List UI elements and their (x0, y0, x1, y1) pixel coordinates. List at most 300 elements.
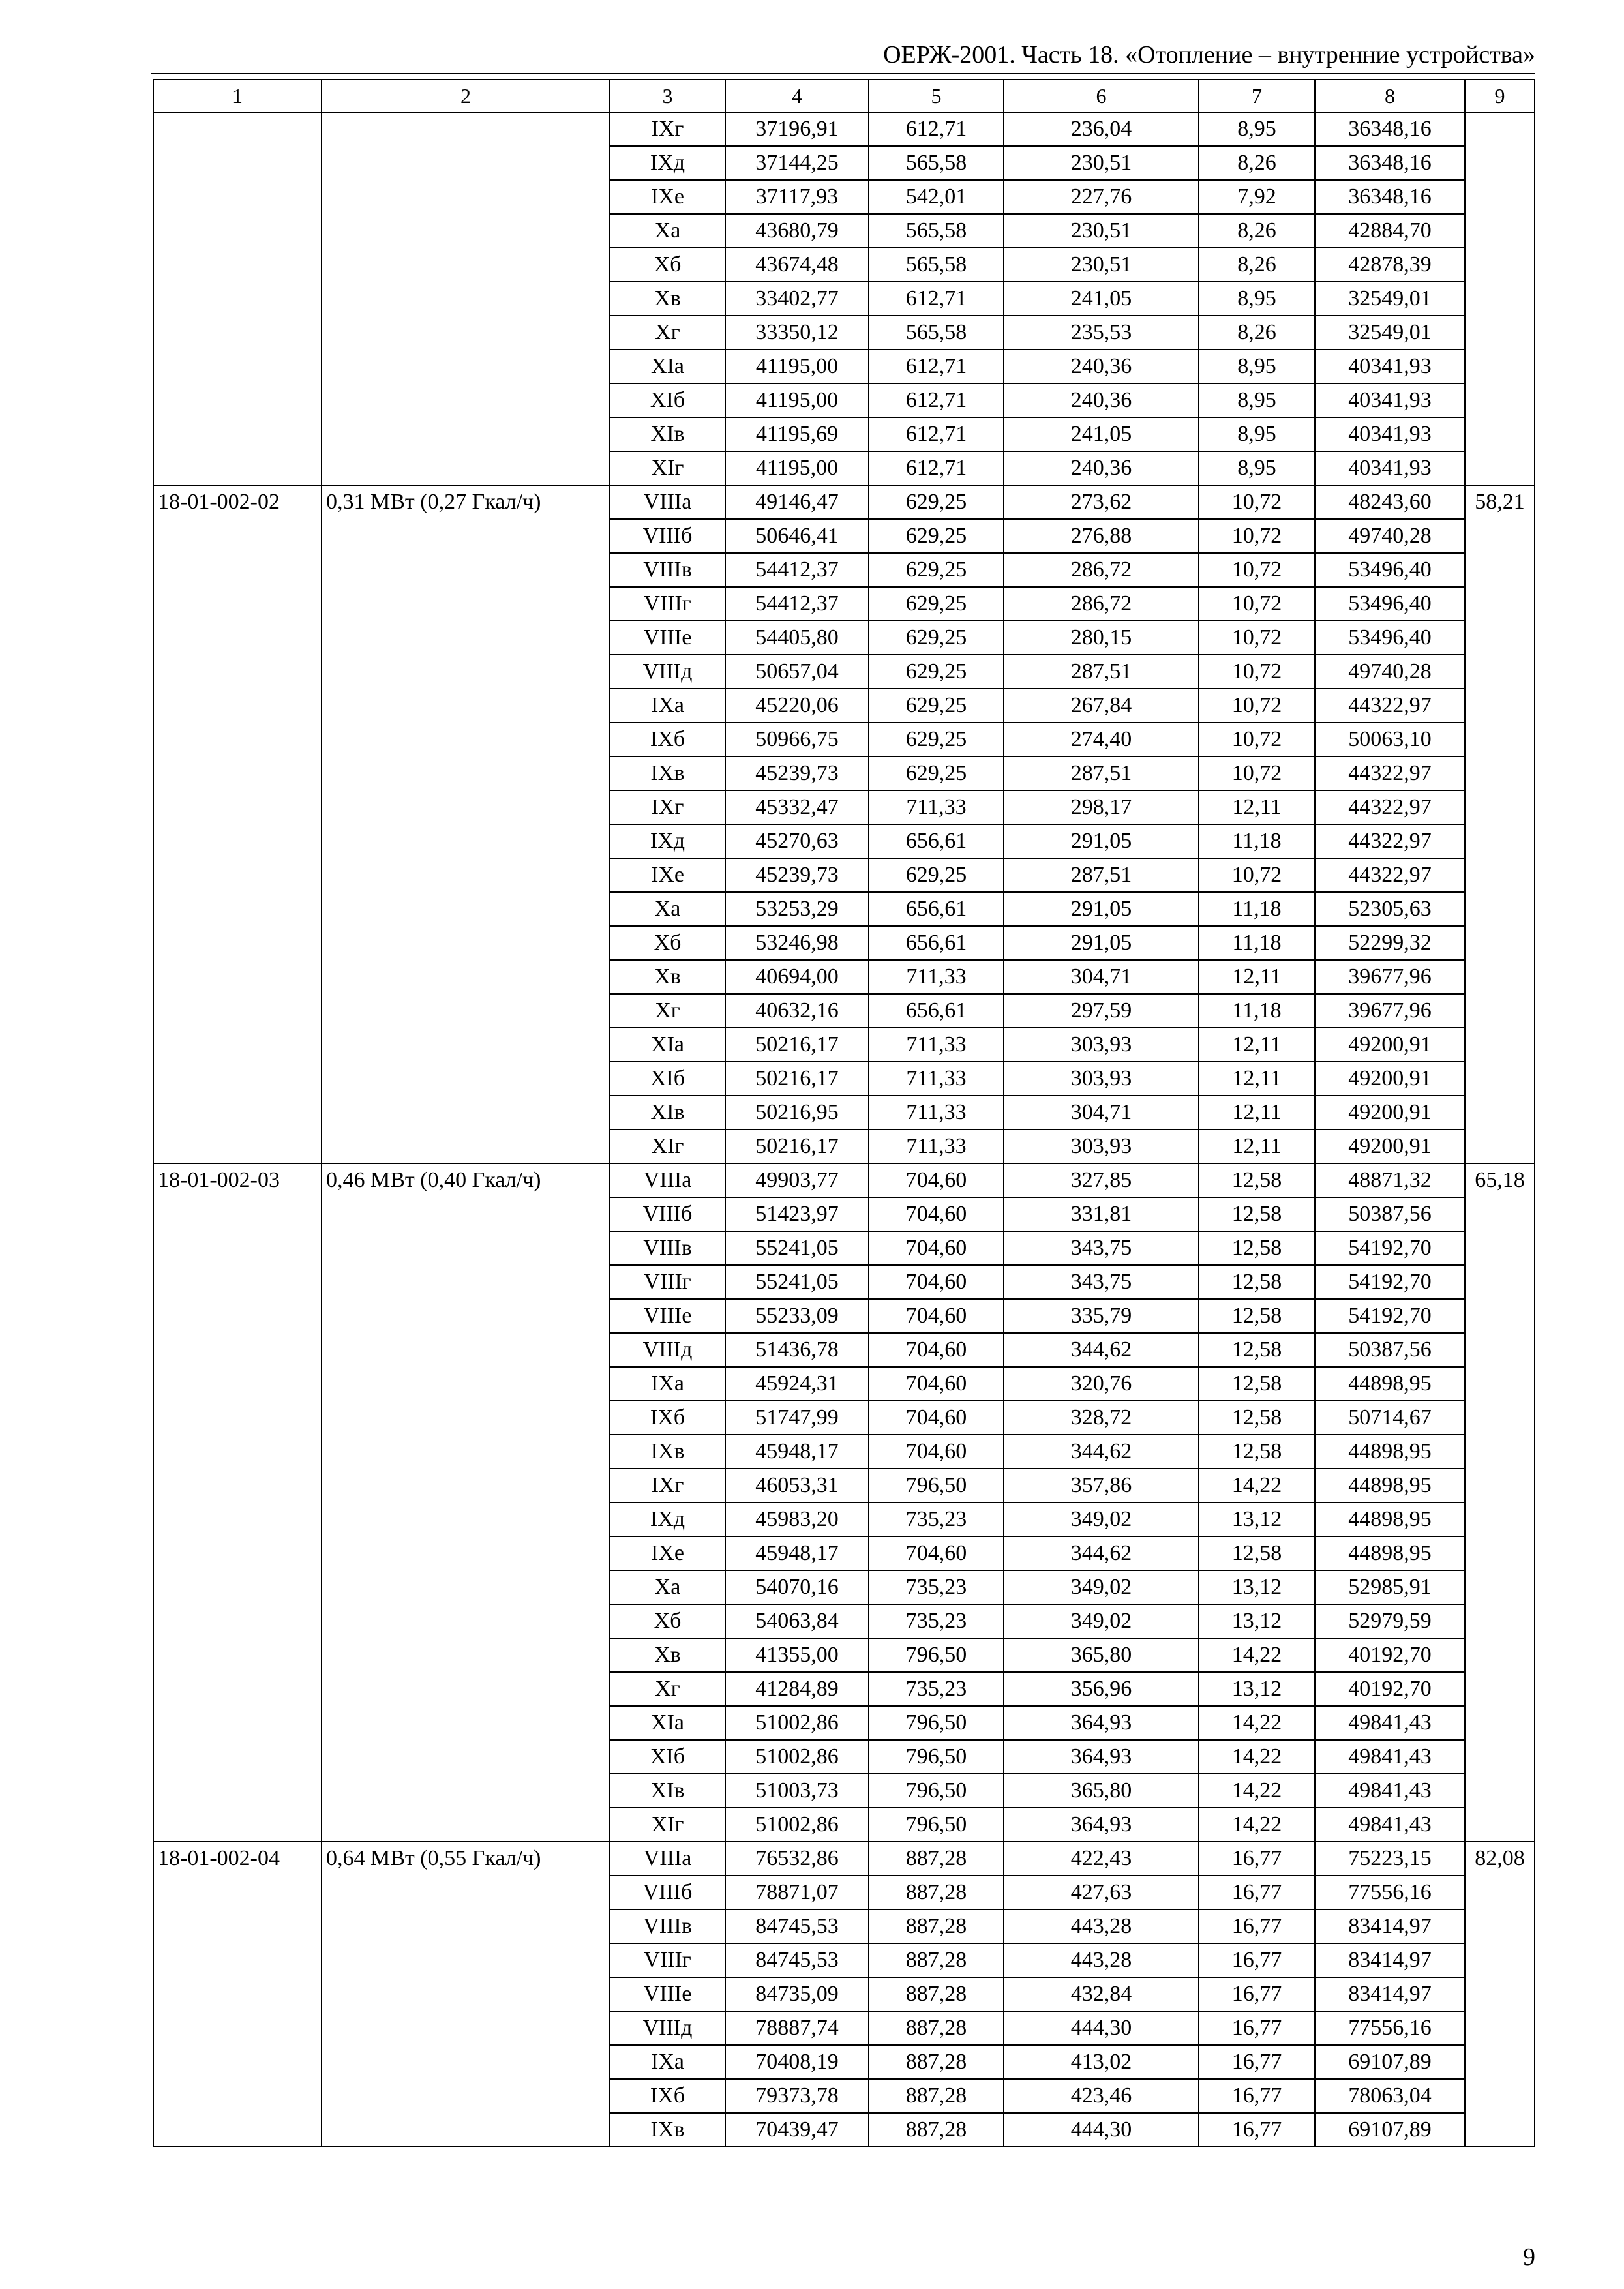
value-cell: 53246,98 (725, 926, 869, 960)
value-cell: 69107,89 (1315, 2045, 1465, 2079)
value-cell: 53496,40 (1315, 621, 1465, 655)
value-cell: 54192,70 (1315, 1299, 1465, 1333)
column-number: 3 (610, 80, 725, 112)
value-cell: 612,71 (869, 112, 1004, 146)
value-cell: 704,60 (869, 1299, 1004, 1333)
value-cell: 52299,32 (1315, 926, 1465, 960)
value-cell: 565,58 (869, 146, 1004, 180)
value-cell: 40341,93 (1315, 417, 1465, 451)
value-cell: 14,22 (1199, 1740, 1315, 1774)
value-cell: 230,51 (1004, 214, 1199, 248)
value-cell: 887,28 (869, 2045, 1004, 2079)
value-cell: 704,60 (869, 1367, 1004, 1401)
value-cell: 36348,16 (1315, 180, 1465, 214)
value-cell: 32549,01 (1315, 316, 1465, 350)
value-cell: 53496,40 (1315, 587, 1465, 621)
value-cell: 267,84 (1004, 689, 1199, 723)
variant-cell: VIIIа (610, 485, 725, 519)
value-cell: 52305,63 (1315, 892, 1465, 926)
variant-cell: VIIIб (610, 519, 725, 553)
value-cell: 45332,47 (725, 790, 869, 824)
variant-cell: VIIIв (610, 553, 725, 587)
value-cell: 33402,77 (725, 282, 869, 316)
labor-cost-cell (1465, 112, 1535, 485)
value-cell: 241,05 (1004, 282, 1199, 316)
value-cell: 12,58 (1199, 1299, 1315, 1333)
value-cell: 287,51 (1004, 858, 1199, 892)
variant-cell: XIв (610, 417, 725, 451)
value-cell: 40694,00 (725, 960, 869, 994)
variant-cell: IXе (610, 858, 725, 892)
value-cell: 273,62 (1004, 485, 1199, 519)
variant-cell: VIIIб (610, 1197, 725, 1231)
value-cell: 40192,70 (1315, 1638, 1465, 1672)
value-cell: 365,80 (1004, 1774, 1199, 1808)
value-cell: 83414,97 (1315, 1909, 1465, 1943)
value-cell: 711,33 (869, 1028, 1004, 1062)
value-cell: 10,72 (1199, 858, 1315, 892)
value-cell: 887,28 (869, 2079, 1004, 2113)
value-cell: 70439,47 (725, 2113, 869, 2147)
value-cell: 656,61 (869, 926, 1004, 960)
value-cell: 887,28 (869, 1876, 1004, 1909)
value-cell: 8,95 (1199, 112, 1315, 146)
value-cell: 349,02 (1004, 1570, 1199, 1604)
value-cell: 735,23 (869, 1570, 1004, 1604)
table-body (153, 80, 1535, 2147)
value-cell: 629,25 (869, 858, 1004, 892)
value-cell: 280,15 (1004, 621, 1199, 655)
value-cell: 40192,70 (1315, 1672, 1465, 1706)
variant-cell: IXб (610, 1401, 725, 1435)
column-number: 6 (1004, 80, 1199, 112)
value-cell: 796,50 (869, 1469, 1004, 1503)
value-cell: 704,60 (869, 1231, 1004, 1265)
value-cell: 13,12 (1199, 1503, 1315, 1536)
value-cell: 704,60 (869, 1197, 1004, 1231)
value-cell: 8,26 (1199, 316, 1315, 350)
value-cell: 51002,86 (725, 1808, 869, 1842)
value-cell: 12,11 (1199, 1096, 1315, 1130)
value-cell: 49841,43 (1315, 1808, 1465, 1842)
value-cell: 230,51 (1004, 248, 1199, 282)
variant-cell: XIа (610, 1706, 725, 1740)
value-cell: 286,72 (1004, 553, 1199, 587)
variant-cell: VIIIг (610, 1265, 725, 1299)
value-cell: 656,61 (869, 824, 1004, 858)
value-cell: 44898,95 (1315, 1503, 1465, 1536)
value-cell: 735,23 (869, 1672, 1004, 1706)
value-cell: 328,72 (1004, 1401, 1199, 1435)
value-cell: 32549,01 (1315, 282, 1465, 316)
value-cell: 287,51 (1004, 756, 1199, 790)
value-cell: 12,11 (1199, 1062, 1315, 1096)
value-cell: 364,93 (1004, 1808, 1199, 1842)
value-cell: 41284,89 (725, 1672, 869, 1706)
value-cell: 13,12 (1199, 1604, 1315, 1638)
variant-cell: Xа (610, 892, 725, 926)
value-cell: 711,33 (869, 790, 1004, 824)
value-cell: 49200,91 (1315, 1028, 1465, 1062)
value-cell: 12,58 (1199, 1197, 1315, 1231)
value-cell: 49200,91 (1315, 1096, 1465, 1130)
value-cell: 8,95 (1199, 282, 1315, 316)
value-cell: 43680,79 (725, 214, 869, 248)
value-cell: 37117,93 (725, 180, 869, 214)
value-cell: 796,50 (869, 1638, 1004, 1672)
rate-code-cell: 18-01-002-04 (153, 1842, 322, 2147)
value-cell: 51747,99 (725, 1401, 869, 1435)
value-cell: 50646,41 (725, 519, 869, 553)
variant-cell: XIб (610, 1740, 725, 1774)
value-cell: 629,25 (869, 553, 1004, 587)
value-cell: 42878,39 (1315, 248, 1465, 282)
value-cell: 76532,86 (725, 1842, 869, 1876)
value-cell: 49200,91 (1315, 1062, 1465, 1096)
value-cell: 51423,97 (725, 1197, 869, 1231)
value-cell: 11,18 (1199, 926, 1315, 960)
labor-cost-cell: 82,08 (1465, 1842, 1535, 2147)
value-cell: 84745,53 (725, 1909, 869, 1943)
value-cell: 711,33 (869, 1062, 1004, 1096)
value-cell: 16,77 (1199, 2113, 1315, 2147)
value-cell: 711,33 (869, 1130, 1004, 1163)
value-cell: 704,60 (869, 1401, 1004, 1435)
value-cell: 327,85 (1004, 1163, 1199, 1197)
value-cell: 711,33 (869, 960, 1004, 994)
value-cell: 629,25 (869, 485, 1004, 519)
value-cell: 365,80 (1004, 1638, 1199, 1672)
value-cell: 286,72 (1004, 587, 1199, 621)
value-cell: 79373,78 (725, 2079, 869, 2113)
value-cell: 704,60 (869, 1163, 1004, 1197)
variant-cell: IXг (610, 790, 725, 824)
value-cell: 16,77 (1199, 1876, 1315, 1909)
variant-cell: IXг (610, 112, 725, 146)
value-cell: 16,77 (1199, 2011, 1315, 2045)
value-cell: 45983,20 (725, 1503, 869, 1536)
value-cell: 8,95 (1199, 350, 1315, 383)
value-cell: 69107,89 (1315, 2113, 1465, 2147)
value-cell: 51436,78 (725, 1333, 869, 1367)
value-cell: 77556,16 (1315, 1876, 1465, 1909)
value-cell: 432,84 (1004, 1977, 1199, 2011)
value-cell: 54412,37 (725, 553, 869, 587)
value-cell: 291,05 (1004, 926, 1199, 960)
value-cell: 629,25 (869, 723, 1004, 756)
variant-cell: VIIIв (610, 1231, 725, 1265)
variant-cell: IXа (610, 689, 725, 723)
variant-cell: Xб (610, 926, 725, 960)
value-cell: 704,60 (869, 1435, 1004, 1469)
capacity-cell: 0,31 МВт (0,27 Гкал/ч) (322, 485, 610, 1163)
value-cell: 656,61 (869, 892, 1004, 926)
value-cell: 54192,70 (1315, 1265, 1465, 1299)
table-row (153, 1163, 1535, 1197)
variant-cell: XIв (610, 1096, 725, 1130)
value-cell: 13,12 (1199, 1672, 1315, 1706)
value-cell: 349,02 (1004, 1604, 1199, 1638)
value-cell: 291,05 (1004, 824, 1199, 858)
value-cell: 422,43 (1004, 1842, 1199, 1876)
value-cell: 50063,10 (1315, 723, 1465, 756)
value-cell: 796,50 (869, 1774, 1004, 1808)
value-cell: 50966,75 (725, 723, 869, 756)
value-cell: 8,95 (1199, 383, 1315, 417)
value-cell: 10,72 (1199, 723, 1315, 756)
value-cell: 344,62 (1004, 1536, 1199, 1570)
value-cell: 8,26 (1199, 214, 1315, 248)
value-cell: 44322,97 (1315, 689, 1465, 723)
value-cell: 70408,19 (725, 2045, 869, 2079)
value-cell: 16,77 (1199, 2079, 1315, 2113)
value-cell: 887,28 (869, 2113, 1004, 2147)
value-cell: 52979,59 (1315, 1604, 1465, 1638)
value-cell: 40341,93 (1315, 350, 1465, 383)
value-cell: 303,93 (1004, 1130, 1199, 1163)
value-cell: 364,93 (1004, 1706, 1199, 1740)
value-cell: 11,18 (1199, 824, 1315, 858)
value-cell: 444,30 (1004, 2011, 1199, 2045)
header-rule (151, 73, 1535, 74)
value-cell: 36348,16 (1315, 112, 1465, 146)
labor-cost-cell: 58,21 (1465, 485, 1535, 1163)
rates-table (153, 79, 1535, 2147)
value-cell: 37196,91 (725, 112, 869, 146)
value-cell: 629,25 (869, 587, 1004, 621)
value-cell: 304,71 (1004, 960, 1199, 994)
page-header: ОЕРЖ-2001. Часть 18. «Отопление – внутренние устройства» (883, 41, 1535, 68)
column-number: 2 (322, 80, 610, 112)
value-cell: 12,58 (1199, 1536, 1315, 1570)
value-cell: 54063,84 (725, 1604, 869, 1638)
value-cell: 78063,04 (1315, 2079, 1465, 2113)
value-cell: 49841,43 (1315, 1774, 1465, 1808)
variant-cell: IXв (610, 1435, 725, 1469)
value-cell: 12,11 (1199, 960, 1315, 994)
value-cell: 14,22 (1199, 1808, 1315, 1842)
value-cell: 11,18 (1199, 994, 1315, 1028)
value-cell: 704,60 (869, 1333, 1004, 1367)
value-cell: 656,61 (869, 994, 1004, 1028)
value-cell: 41195,69 (725, 417, 869, 451)
variant-cell: VIIIе (610, 1977, 725, 2011)
variant-cell: XIг (610, 451, 725, 485)
value-cell: 887,28 (869, 2011, 1004, 2045)
rate-code-cell: 18-01-002-02 (153, 485, 322, 1163)
value-cell: 16,77 (1199, 1943, 1315, 1977)
value-cell: 49841,43 (1315, 1740, 1465, 1774)
value-cell: 77556,16 (1315, 2011, 1465, 2045)
value-cell: 84735,09 (725, 1977, 869, 2011)
value-cell: 8,95 (1199, 417, 1315, 451)
value-cell: 12,58 (1199, 1333, 1315, 1367)
value-cell: 343,75 (1004, 1265, 1199, 1299)
column-number: 9 (1465, 80, 1535, 112)
value-cell: 50714,67 (1315, 1401, 1465, 1435)
variant-cell: IXа (610, 1367, 725, 1401)
value-cell: 629,25 (869, 689, 1004, 723)
value-cell: 629,25 (869, 756, 1004, 790)
variant-cell: IXв (610, 756, 725, 790)
variant-cell: Xа (610, 214, 725, 248)
value-cell: 287,51 (1004, 655, 1199, 689)
variant-cell: Xг (610, 316, 725, 350)
variant-cell: VIIIе (610, 1299, 725, 1333)
value-cell: 54412,37 (725, 587, 869, 621)
value-cell: 542,01 (869, 180, 1004, 214)
value-cell: 10,72 (1199, 655, 1315, 689)
value-cell: 10,72 (1199, 756, 1315, 790)
value-cell: 36348,16 (1315, 146, 1465, 180)
labor-cost-cell: 65,18 (1465, 1163, 1535, 1842)
variant-cell: Xг (610, 1672, 725, 1706)
value-cell: 78871,07 (725, 1876, 869, 1909)
value-cell: 75223,15 (1315, 1842, 1465, 1876)
value-cell: 43674,48 (725, 248, 869, 282)
value-cell: 54405,80 (725, 621, 869, 655)
value-cell: 45948,17 (725, 1435, 869, 1469)
value-cell: 12,11 (1199, 1130, 1315, 1163)
value-cell: 12,11 (1199, 790, 1315, 824)
capacity-cell: 0,64 МВт (0,55 Гкал/ч) (322, 1842, 610, 2147)
value-cell: 84745,53 (725, 1943, 869, 1977)
variant-cell: Xг (610, 994, 725, 1028)
variant-cell: XIг (610, 1808, 725, 1842)
value-cell: 796,50 (869, 1740, 1004, 1774)
value-cell: 40341,93 (1315, 383, 1465, 417)
value-cell: 320,76 (1004, 1367, 1199, 1401)
value-cell: 14,22 (1199, 1774, 1315, 1808)
variant-cell: VIIIа (610, 1163, 725, 1197)
variant-cell: Xв (610, 960, 725, 994)
column-number: 5 (869, 80, 1004, 112)
value-cell: 11,18 (1199, 892, 1315, 926)
value-cell: 49200,91 (1315, 1130, 1465, 1163)
page-number: 9 (1523, 2243, 1535, 2271)
value-cell: 887,28 (869, 1977, 1004, 2011)
value-cell: 50216,17 (725, 1130, 869, 1163)
value-cell: 230,51 (1004, 146, 1199, 180)
value-cell: 45239,73 (725, 858, 869, 892)
value-cell: 44322,97 (1315, 756, 1465, 790)
value-cell: 565,58 (869, 316, 1004, 350)
value-cell: 443,28 (1004, 1943, 1199, 1977)
variant-cell: VIIIд (610, 2011, 725, 2045)
value-cell: 44898,95 (1315, 1469, 1465, 1503)
value-cell: 12,58 (1199, 1401, 1315, 1435)
rate-code-cell: 18-01-002-03 (153, 1163, 322, 1842)
value-cell: 344,62 (1004, 1333, 1199, 1367)
variant-cell: IXб (610, 2079, 725, 2113)
value-cell: 50216,17 (725, 1062, 869, 1096)
value-cell: 335,79 (1004, 1299, 1199, 1333)
value-cell: 796,50 (869, 1808, 1004, 1842)
table-row (153, 112, 1535, 146)
value-cell: 10,72 (1199, 621, 1315, 655)
variant-cell: VIIIв (610, 1909, 725, 1943)
value-cell: 735,23 (869, 1503, 1004, 1536)
value-cell: 274,40 (1004, 723, 1199, 756)
value-cell: 51003,73 (725, 1774, 869, 1808)
value-cell: 349,02 (1004, 1503, 1199, 1536)
value-cell: 45924,31 (725, 1367, 869, 1401)
value-cell: 49146,47 (725, 485, 869, 519)
value-cell: 14,22 (1199, 1469, 1315, 1503)
value-cell: 41195,00 (725, 451, 869, 485)
value-cell: 443,28 (1004, 1909, 1199, 1943)
value-cell: 49740,28 (1315, 519, 1465, 553)
value-cell: 303,93 (1004, 1028, 1199, 1062)
value-cell: 53496,40 (1315, 553, 1465, 587)
variant-cell: IXе (610, 1536, 725, 1570)
value-cell: 241,05 (1004, 417, 1199, 451)
variant-cell: IXб (610, 723, 725, 756)
value-cell: 54192,70 (1315, 1231, 1465, 1265)
value-cell: 887,28 (869, 1943, 1004, 1977)
variant-cell: VIIIе (610, 621, 725, 655)
value-cell: 12,58 (1199, 1367, 1315, 1401)
value-cell: 235,53 (1004, 316, 1199, 350)
variant-cell: XIб (610, 1062, 725, 1096)
value-cell: 52985,91 (1315, 1570, 1465, 1604)
variant-cell: XIа (610, 350, 725, 383)
value-cell: 10,72 (1199, 689, 1315, 723)
capacity-cell (322, 112, 610, 485)
value-cell: 8,26 (1199, 146, 1315, 180)
value-cell: 50216,17 (725, 1028, 869, 1062)
table-row (153, 1842, 1535, 1876)
value-cell: 83414,97 (1315, 1943, 1465, 1977)
value-cell: 344,62 (1004, 1435, 1199, 1469)
value-cell: 427,63 (1004, 1876, 1199, 1909)
value-cell: 240,36 (1004, 451, 1199, 485)
variant-cell: Xа (610, 1570, 725, 1604)
value-cell: 16,77 (1199, 1977, 1315, 2011)
value-cell: 629,25 (869, 655, 1004, 689)
value-cell: 48243,60 (1315, 485, 1465, 519)
value-cell: 50657,04 (725, 655, 869, 689)
value-cell: 50387,56 (1315, 1197, 1465, 1231)
value-cell: 54070,16 (725, 1570, 869, 1604)
value-cell: 413,02 (1004, 2045, 1199, 2079)
column-number: 7 (1199, 80, 1315, 112)
value-cell: 55241,05 (725, 1231, 869, 1265)
value-cell: 629,25 (869, 519, 1004, 553)
value-cell: 10,72 (1199, 519, 1315, 553)
value-cell: 45948,17 (725, 1536, 869, 1570)
value-cell: 298,17 (1004, 790, 1199, 824)
variant-cell: VIIIа (610, 1842, 725, 1876)
value-cell: 49903,77 (725, 1163, 869, 1197)
variant-cell: VIIIб (610, 1876, 725, 1909)
value-cell: 55241,05 (725, 1265, 869, 1299)
value-cell: 14,22 (1199, 1638, 1315, 1672)
value-cell: 240,36 (1004, 383, 1199, 417)
value-cell: 44898,95 (1315, 1536, 1465, 1570)
value-cell: 44322,97 (1315, 824, 1465, 858)
value-cell: 41195,00 (725, 350, 869, 383)
value-cell: 343,75 (1004, 1231, 1199, 1265)
column-number: 4 (725, 80, 869, 112)
value-cell: 45239,73 (725, 756, 869, 790)
value-cell: 42884,70 (1315, 214, 1465, 248)
value-cell: 565,58 (869, 248, 1004, 282)
value-cell: 39677,96 (1315, 994, 1465, 1028)
value-cell: 16,77 (1199, 1842, 1315, 1876)
value-cell: 357,86 (1004, 1469, 1199, 1503)
value-cell: 236,04 (1004, 112, 1199, 146)
